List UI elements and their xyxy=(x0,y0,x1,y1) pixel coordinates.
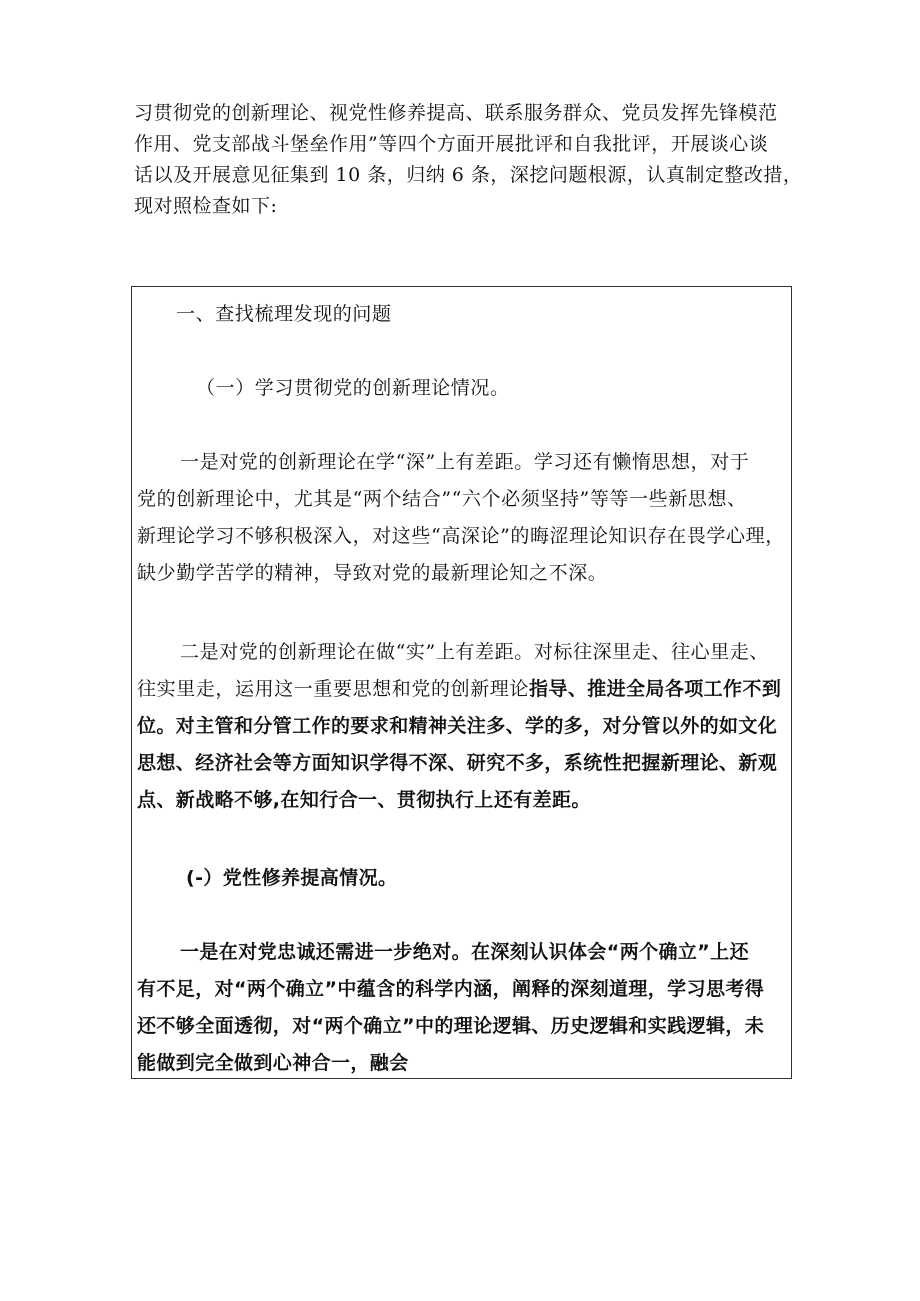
intro-line: 现对照检查如下: xyxy=(134,195,278,217)
intro-line: 话以及开展意见征集到 10 条，归纳 6 条，深挖问题根源，认真制定整改措， xyxy=(134,164,803,186)
para2-line-bold: 指导、推进全局各项工作不到 xyxy=(529,678,782,700)
intro-line: 作用、党支部战斗堡垒作用”等四个方面开展批评和自我批评，开展谈心谈 xyxy=(134,133,769,155)
para1-line: 一是对党的创新理论在学“深”上有差距。学习还有懒惰思想，对于 xyxy=(180,451,750,473)
para2-bold-line: 思想、经济社会等方面知识学得不深、研究不多，系统性把握新理论、新观 xyxy=(137,752,778,774)
para2-bold-line: 点、新战略不够,在知行合一、贯彻执行上还有差距。 xyxy=(137,789,591,811)
para1-line: 缺少勤学苦学的精神，导致对党的最新理论知之不深。 xyxy=(137,562,608,584)
para2-line xyxy=(137,674,781,701)
section-heading: 一、查找梳理发现的问题 xyxy=(176,303,392,325)
para3-line: 一是在对党忠诚还需进一步绝对。在深刻认识体会“两个确立”上还 xyxy=(180,941,749,963)
para2-bold-line: 位。对主管和分管工作的要求和精神关注多、学的多，对分管以外的如文化 xyxy=(137,715,778,737)
subsection-heading-theory: （一）学习贯彻党的创新理论情况。 xyxy=(196,377,510,399)
intro-paragraph xyxy=(134,98,814,222)
para3-line: 能做到完全做到心神合一，融会 xyxy=(137,1052,409,1074)
subsection-heading-party-spirit: (-）党性修养提高情况。 xyxy=(186,867,398,889)
para3-line: 有不足，对“两个确立”中蕴含的科学内涵，阐释的深刻道理，学习思考得 xyxy=(137,978,765,1000)
para1-line: 新理论学习不够积极深入，对这些“高深论”的晦涩理论知识存在畏学心理， xyxy=(137,525,785,547)
para3-line: 还不够全面透彻，对“两个确立”中的理论逻辑、历史逻辑和实践逻辑，未 xyxy=(137,1015,765,1037)
para2-line: 二是对党的创新理论在做“实”上有差距。对标往深里走、往心里走、 xyxy=(180,641,770,663)
intro-line: 习贯彻党的创新理论、视党性修养提高、联系服务群众、党员发挥先锋模范 xyxy=(134,102,778,124)
content-box xyxy=(131,286,792,1079)
para2-line-normal: 往实里走，运用这一重要思想和党的创新理论 xyxy=(137,678,530,700)
para1-line: 党的创新理论中，尤其是“两个结合”“六个必须坚持”等等一些新思想、 xyxy=(137,488,747,510)
